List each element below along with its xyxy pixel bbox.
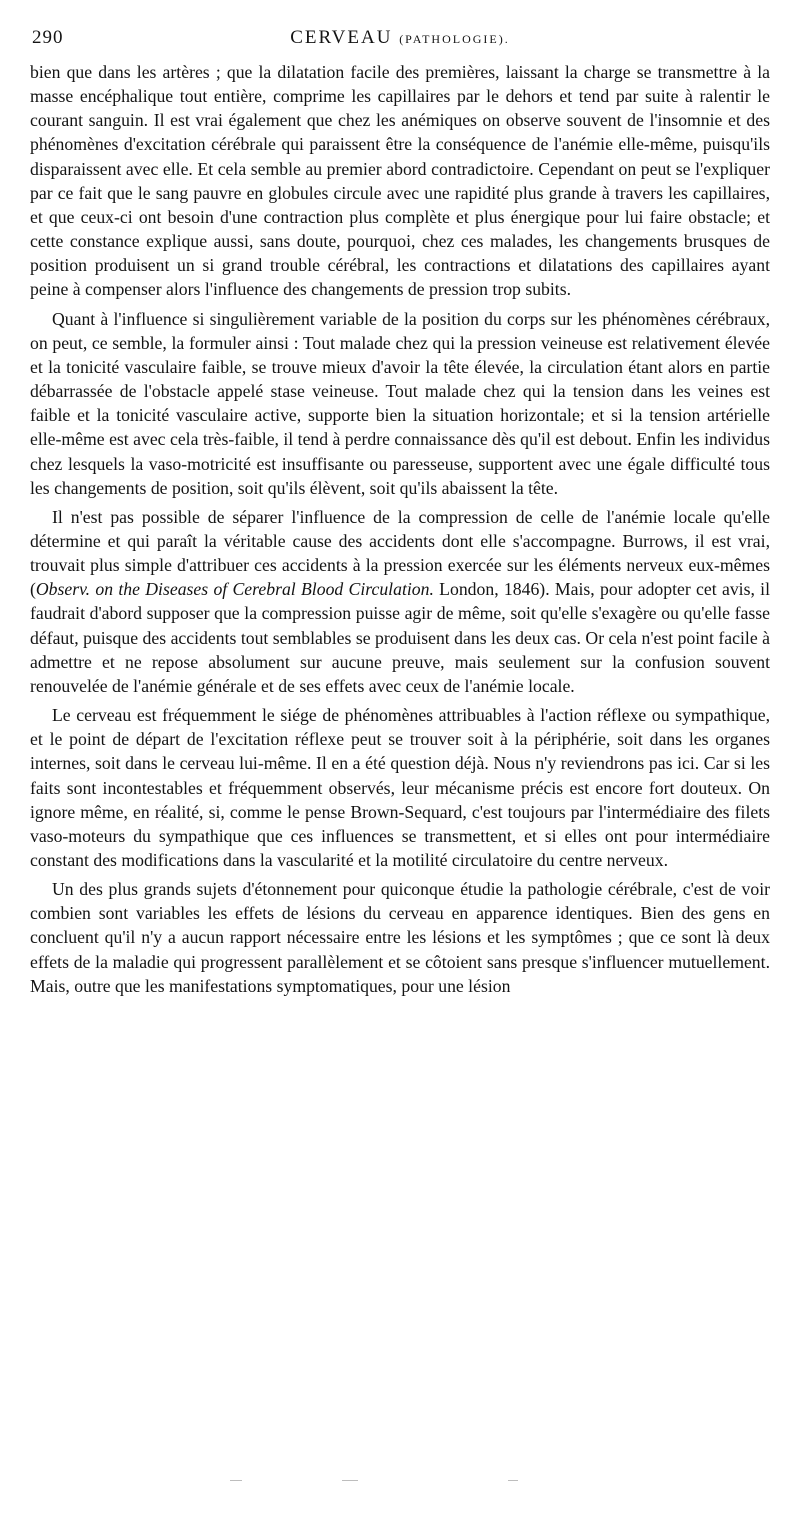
running-title [30, 22, 770, 55]
book-page [30, 22, 770, 1502]
paragraph-5: Un des plus grands sujets d'étonnement pour quiconque étudie la pathologie cérébrale, c'est de voir combien sont variables les effets de lésions du cerveau en apparence identiques. Bien des gens en concluent qu'il n'y a aucun rapport nécessaire entre les lésions et les symptômes ; que ce sont là deux effets de la maladie qui progressent parallèlement et se côtoient sans presque s'influencer mutuellement. Mais, outre que les manifestations symptomatiques, pour une lésion [30, 879, 770, 996]
paragraph-2: Quant à l'influence si singulièrement variable de la position du corps sur les phénomènes cérébraux, on peut, ce semble, la formuler ainsi : Tout malade chez qui la pression veineuse est relativement élevée et la tonicité vasculaire faible, se trouve mieux d'avoir la tête élevée, la circulation étant alors en partie débarrassée de l'obstacle appelé stase veineuse. Tout malade chez qui la tension dans les veines est faible et la tonicité vasculaire active, supporte bien la situation horizontale; et si la tension artérielle elle-même est avec cela très-faible, il tend à perdre connaissance dès qu'il est debout. Enfin les individus chez lesquels la vaso-motricité est insuffisante ou paresseuse, supportent avec une égale difficulté tous les changements de position, soit qu'ils élèvent, soit qu'ils abaissent la tête. [30, 308, 770, 498]
paragraph-3 [30, 505, 770, 698]
paragraph-1: bien que dans les artères ; que la dilatation facile des premières, laissant la charge se transmettre à la masse encéphalique tout entière, comprime les capillaires par le dehors et tend par suite à ralentir le courant sanguin. Il est vrai également que chez les anémiques on observe souvent de l'insomnie et des phénomènes d'excitation cérébrale qui paraissent être la conséquence de l'anémie elle-même, puisqu'ils disparaissent avec elle. Et cela semble au premier abord contradictoire. Cependant on peut se l'expliquer par ce fait que le sang pauvre en globules circule avec une rapidité plus grande à travers les capillaires, et que ceux-ci ont besoin d'une contraction plus complète et plus énergique pour lui faire obstacle; et cette constance explique aussi, sans doute, pourquoi, chez ces malades, les changements brusques de position produisent un si grand trouble cérébral, les contractions et dilatations des capillaires ayant peine à compenser alors l'influence des changements de pression trop subits. [30, 62, 770, 300]
paragraph-3-start: Il n'est pas possible de séparer l'influence de la compression de celle de l'anémie locale qu'elle détermine et qui paraît la véritable cause des accidents dont elle s'accompagne. Burrows, il est vrai, trouvait plus simple d'attribuer ces accidents à la pression exercée sur les éléments nerveux eux-mêmes ( [30, 506, 770, 600]
citation-title: Observ. on the Diseases of Cerebral Blood Circulation. [35, 579, 434, 600]
running-head [30, 22, 770, 54]
running-title-main: CERVEAU [290, 27, 393, 48]
paragraph-4: Le cerveau est fréquemment le siége de phénomènes attribuables à l'action réflexe ou sympathique, et le point de départ de l'excitation réflexe peut se trouver soit à la périphérie, soit dans les organes internes, soit dans le cerveau lui-même. Il en a été question déjà. Nous n'y reviendrons pas ici. Car si les faits sont incontestables et fréquemment observés, leur mécanisme précis est encore fort douteux. On ignore même, en réalité, si, comme le pense Brown-Sequard, c'est toujours par l'intermédiaire des filets vaso-moteurs du sympathique que ces influences se transmettent, et si elles ont pour intermédiaire constant des modifications dans la vascularité et la motilité circulatoire du centre nerveux. [30, 705, 770, 870]
scan-mark [508, 1480, 518, 1481]
body-text [30, 60, 770, 998]
scan-mark [342, 1480, 358, 1481]
paragraph-3-end: London, 1846). Mais, pour adopter cet avis, il faudrait d'abord supposer que la compression puisse agir de même, soit qu'elle s'exagère ou qu'elle fasse défaut, puisque des accidents tout semblables se produisent dans les deux cas. Or cela n'est point facile à admettre et ne repose absolument sur aucune preuve, mais seulement sur la confusion souvent renouvelée de l'anémie générale et de ses effets avec ceux de l'anémie locale. [30, 579, 770, 696]
running-title-subtitle: (PATHOLOGIE). [399, 32, 510, 46]
scan-mark [230, 1480, 242, 1481]
scan-footer-marks [30, 1480, 770, 1484]
page-number: 290 [32, 27, 64, 48]
